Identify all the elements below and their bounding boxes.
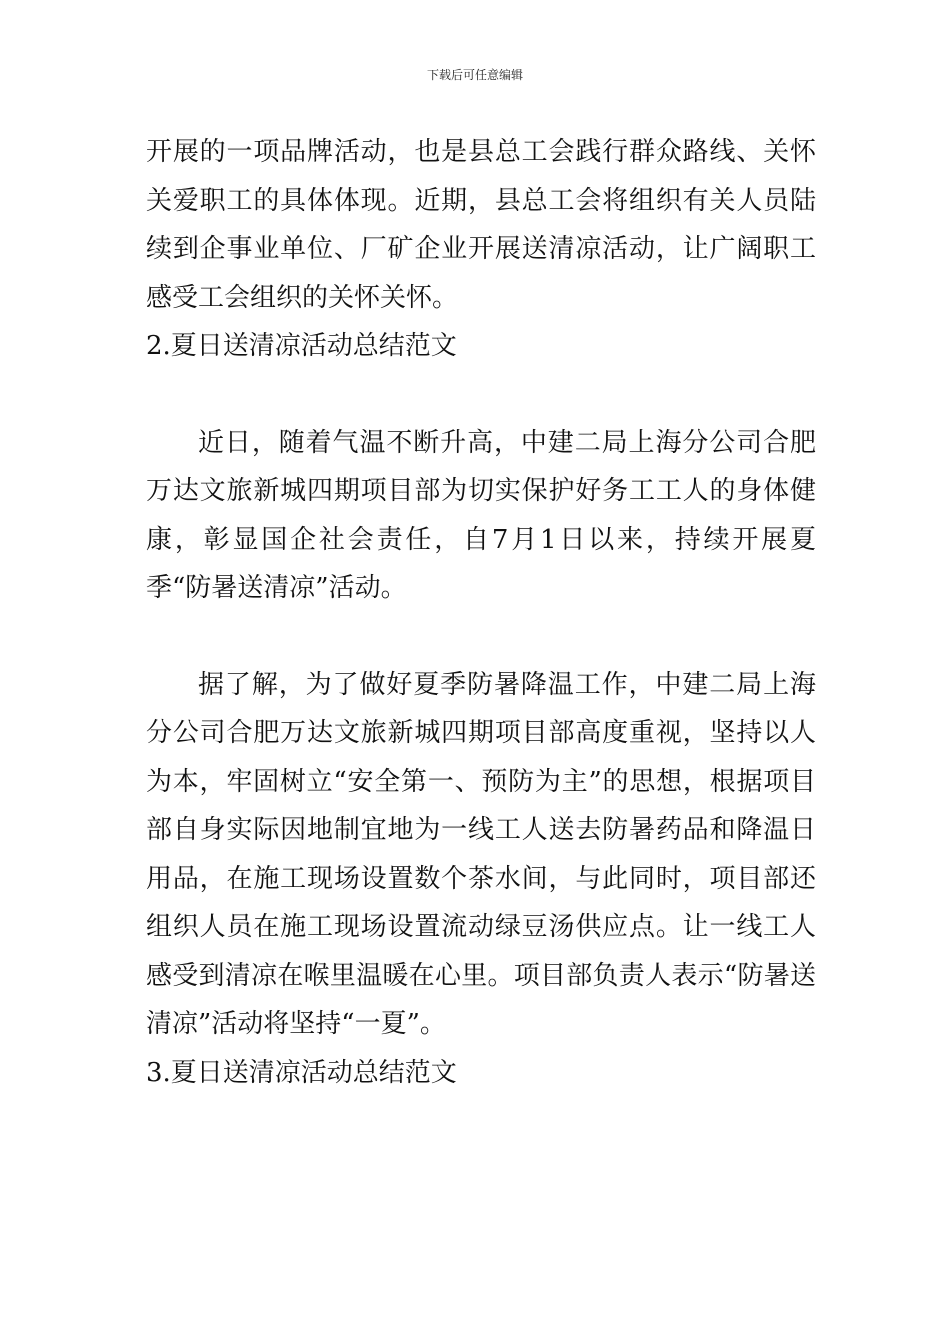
section-heading-3: 3.夏日送清凉活动总结范文 <box>146 1057 457 1088</box>
section-heading-2: 2.夏日送清凉活动总结范文 <box>146 331 457 361</box>
paragraph-details: 据了解，为了做好夏季防暑降温工作，中建二局上海分公司合肥万达文旅新城四期项目部高度重视，坚持以人为本，牢固树立“安全第一、预防为主”的思想，根据项目部自身实际因地制宜地为一线工人送去防暑药品和降温日用品，在施工现场设置数个茶水间，与此同时，项目部还组织人员在施工现场设置流动绿豆汤供应点。让一线工人感受到清凉在喉里温暖在心里。项目部负责人表示“防暑送清凉”活动将坚持“一夏”。 <box>146 669 816 1039</box>
document-body <box>146 128 816 1097</box>
paragraph-intro: 近日，随着气温不断升高，中建二局上海分公司合肥万达文旅新城四期项目部为切实保护好务工工人的身体健康，彰显国企社会责任，自7月1日以来，持续开展夏季“防暑送清凉”活动。 <box>146 427 816 603</box>
paragraph-continuation: 开展的一项品牌活动，也是县总工会践行群众路线、关怀关爱职工的具体体现。近期，县总工会将组织有关人员陆续到企事业单位、厂矿企业开展送清凉活动，让广阔职工感受工会组织的关怀关怀。 <box>146 137 816 313</box>
page-header-note: 下载后可任意编辑 <box>426 68 523 82</box>
